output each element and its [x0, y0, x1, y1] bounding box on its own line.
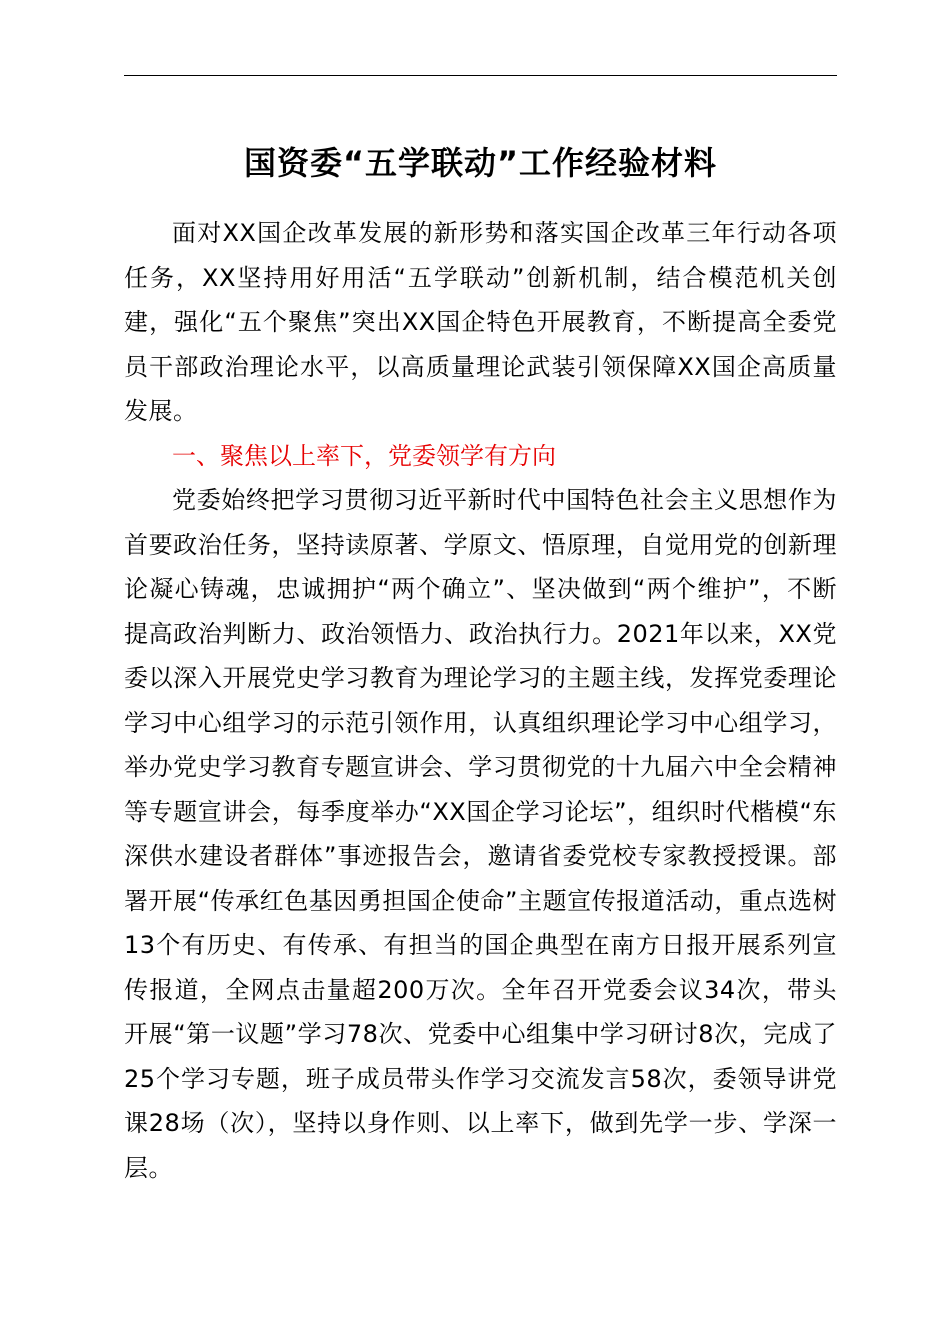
section-1-heading: 一、聚焦以上率下，党委领学有方向 — [172, 441, 556, 470]
document-title: 国资委“五学联动”工作经验材料 — [243, 144, 718, 182]
section-1-paragraph: 党委始终把学习贯彻习近平新时代中国特色社会主义思想作为首要政治任务，坚持读原著、学原文、悟原理，自觉用党的创新理论凝心铸魂，忠诚拥护“两个确立”、坚决做到“两个维护”，不断提高政治判断力、政治领悟力、政治执行力。2021年以来，XX党委以深入开展党史学习教育为理论学习的主题主线，发挥党委理论学习中心组学习的示范引领作用，认真组织理论学习中心组学习，举办党史学习教育专题宣讲会、学习贯彻党的十九届六中全会精神等专题宣讲会，每季度举办“XX国企学习论坛”，组织时代楷模“东深供水建设者群体”事迹报告会，邀请省委党校专家教授授课。部署开展“传承红色基因勇担国企使命”主题宣传报道活动，重点选树13个有历史、有传承、有担当的国企典型在南方日报开展系列宣传报道，全网点击量超200万次。全年召开党委会议34次，带头开展“第一议题”学习78次、党委中心组集中学习研讨8次，完成了25个学习专题，班子成员带头作学习交流发言58次，委领导讲党课28场（次），坚持以身作则、以上率下，做到先学一步、学深一层。 — [124, 486, 837, 1182]
document-body — [124, 211, 837, 1190]
intro-paragraph: 面对XX国企改革发展的新形势和落实国企改革三年行动各项任务，XX坚持用好用活“五学联动”创新机制，结合模范机关创建，强化“五个聚焦”突出XX国企特色开展教育，不断提高全委党员干部政治理论水平，以高质量理论武装引领保障XX国企高质量发展。 — [124, 219, 837, 425]
header-rule — [124, 75, 837, 76]
